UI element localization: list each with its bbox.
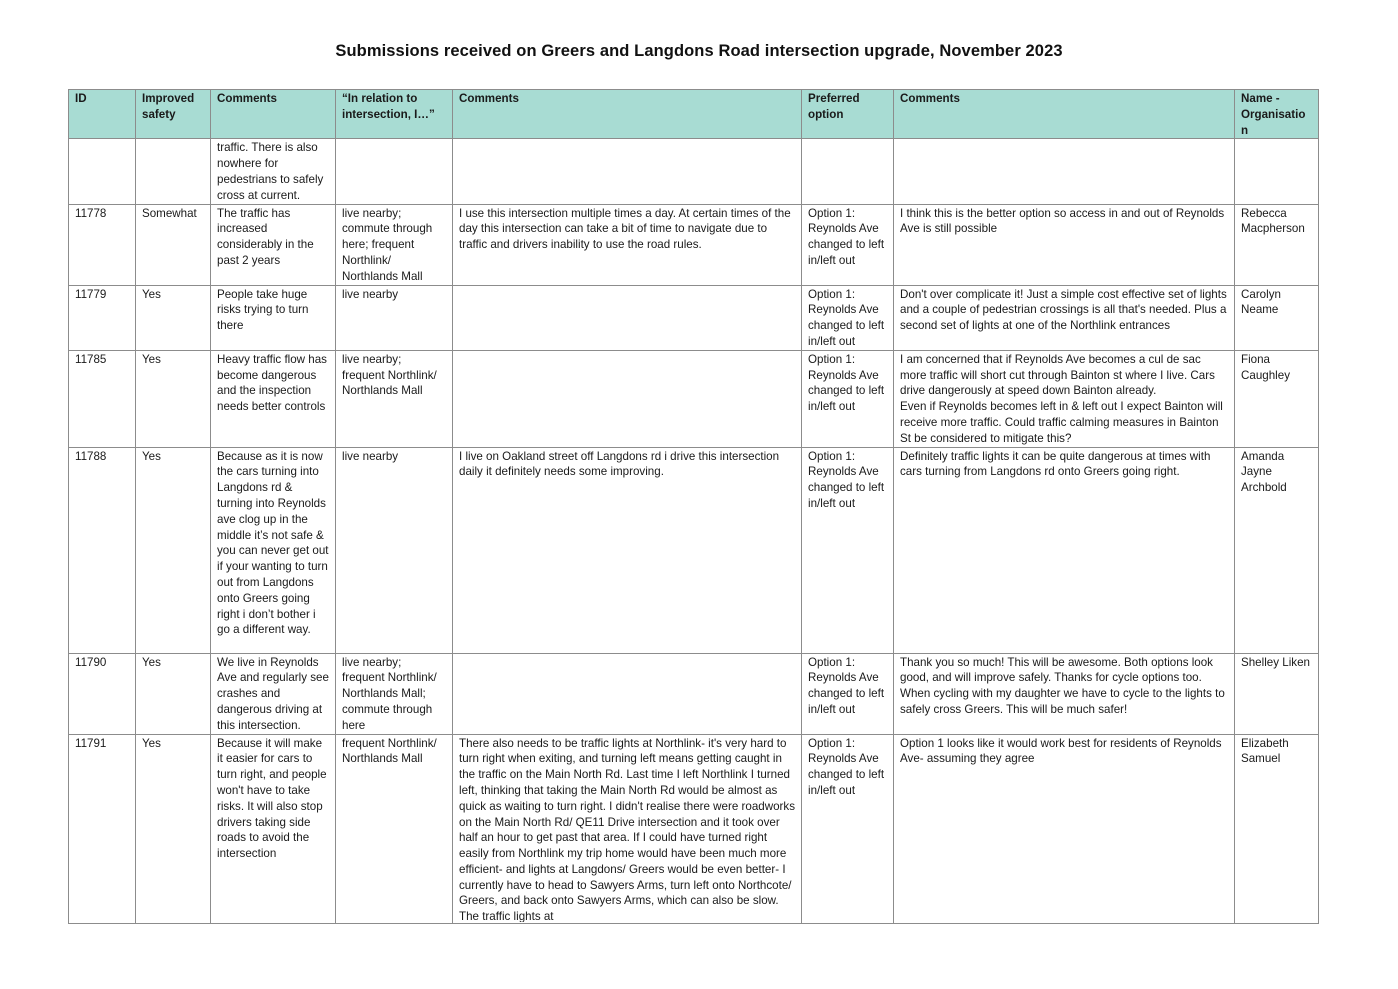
document-title: Submissions received on Greers and Langdons Road intersection upgrade, November 2023: [335, 42, 1063, 60]
cell-improved-safety: Yes: [136, 285, 211, 350]
cell-name: Carolyn Neame: [1235, 285, 1319, 350]
cell-comment: [453, 139, 802, 204]
table-row: [69, 734, 1319, 923]
cell-option-comment: Option 1 looks like it would work best for residents of Reynolds Ave- assuming they agree: [894, 734, 1235, 923]
cell-relation: live nearby: [336, 285, 453, 350]
header-relation: “In relation to intersection, I…”: [336, 90, 453, 139]
cell-relation: frequent Northlink/ Northlands Mall: [336, 734, 453, 923]
cell-comment: I use this intersection multiple times a day. At certain times of the day this intersection can take a bit of time to navigate due to traffic and drivers inability to use the road rules.: [453, 204, 802, 285]
header-name-organisation: Name - Organisation: [1235, 90, 1319, 139]
cell-id: 11779: [69, 285, 136, 350]
header-comments-general: Comments: [453, 90, 802, 139]
cell-name: Fiona Caughley: [1235, 350, 1319, 447]
cell-comment: I live on Oakland street off Langdons rd i drive this intersection daily it definitely needs some improving.: [453, 447, 802, 653]
cell-safety-comment: traffic. There is also nowhere for pedestrians to safely cross at current.: [211, 139, 336, 204]
cell-relation: live nearby; frequent Northlink/ Northlands Mall: [336, 350, 453, 447]
table-row: [69, 285, 1319, 350]
cell-id: 11788: [69, 447, 136, 653]
cell-option-comment: [894, 139, 1235, 204]
cell-preferred-option: Option 1: Reynolds Ave changed to left in/left out: [802, 350, 894, 447]
cell-improved-safety: [136, 139, 211, 204]
cell-name: Amanda Jayne Archbold: [1235, 447, 1319, 653]
cell-improved-safety: Yes: [136, 653, 211, 734]
cell-relation: live nearby; commute through here; frequent Northlink/ Northlands Mall: [336, 204, 453, 285]
cell-name: Elizabeth Samuel: [1235, 734, 1319, 923]
comment-text: There also needs to be traffic lights at Northlink- it's very hard to turn right when exiting, and turning left means getting caught in the traffic on the Main North Rd. Last time I left Northlink I turned left, thinking that taking the Main North Rd would be almost as quick as waiting to turn right. I didn't realise there were roadworks on the Main North Rd/ QE11 Drive intersection and it took over half an hour to get past that area. If I could have turned right easily from Northlink my trip home would have been much more efficient- and lights at Langdons/ Greers would be even better- I currently have to head to Sawyers Arms, turn left onto Northcote/ Greers, and back onto Sawyers Arms, which can also be slow. The traffic lights at: [459, 736, 795, 922]
cell-relation: live nearby; frequent Northlink/ Northlands Mall; commute through here: [336, 653, 453, 734]
cell-comment: [453, 350, 802, 447]
cell-comment: [453, 285, 802, 350]
cell-id: 11790: [69, 653, 136, 734]
cell-preferred-option: Option 1: Reynolds Ave changed to left in/left out: [802, 285, 894, 350]
cell-comment: [453, 734, 802, 923]
cell-comment: [453, 653, 802, 734]
submissions-table: [68, 89, 1319, 924]
cell-name: Rebecca Macpherson: [1235, 204, 1319, 285]
header-id: ID: [69, 90, 136, 139]
table-row: [69, 350, 1319, 447]
cell-improved-safety: Yes: [136, 734, 211, 923]
header-row: [69, 90, 1319, 139]
cell-relation: live nearby: [336, 447, 453, 653]
cell-id: 11791: [69, 734, 136, 923]
cell-option-comment: I think this is the better option so access in and out of Reynolds Ave is still possible: [894, 204, 1235, 285]
cell-id: 11778: [69, 204, 136, 285]
cell-option-comment: Definitely traffic lights it can be quite dangerous at times with cars turning from Langdons rd onto Greers going right.: [894, 447, 1235, 653]
cell-safety-comment: We live in Reynolds Ave and regularly see crashes and dangerous driving at this intersection.: [211, 653, 336, 734]
header-comments-option: Comments: [894, 90, 1235, 139]
cell-safety-comment: Heavy traffic flow has become dangerous and the inspection needs better controls: [211, 350, 336, 447]
cell-name: Shelley Liken: [1235, 653, 1319, 734]
cell-option-comment: Thank you so much! This will be awesome. Both options look good, and will improve safely. Thanks for cycle options too. When cycling with my daughter we have to cycle to the lights to safely cross Greers. This will be much safer!: [894, 653, 1235, 734]
cell-preferred-option: Option 1: Reynolds Ave changed to left in/left out: [802, 734, 894, 923]
cell-improved-safety: Yes: [136, 447, 211, 653]
cell-safety-comment: Because it will make it easier for cars to turn right, and people won't have to take risks. It will also stop drivers taking side roads to avoid the intersection: [211, 734, 336, 923]
table-row: [69, 204, 1319, 285]
cell-id: [69, 139, 136, 204]
cell-id: 11785: [69, 350, 136, 447]
table-row: [69, 653, 1319, 734]
cell-preferred-option: Option 1: Reynolds Ave changed to left in/left out: [802, 653, 894, 734]
cell-improved-safety: Somewhat: [136, 204, 211, 285]
cell-preferred-option: Option 1: Reynolds Ave changed to left in/left out: [802, 447, 894, 653]
table-row: [69, 447, 1319, 653]
cell-name: [1235, 139, 1319, 204]
cell-safety-comment: The traffic has increased considerably in the past 2 years: [211, 204, 336, 285]
cell-safety-comment: People take huge risks trying to turn there: [211, 285, 336, 350]
cell-improved-safety: Yes: [136, 350, 211, 447]
cell-option-comment: I am concerned that if Reynolds Ave becomes a cul de sac more traffic will short cut through Bainton st where I live. Cars drive dangerously at speed down Bainton already. Even if Reynolds becomes left in & left out I expect Bainton will receive more traffic. Could traffic calming measures in Bainton St be considered to mitigate this?: [894, 350, 1235, 447]
cell-preferred-option: Option 1: Reynolds Ave changed to left in/left out: [802, 204, 894, 285]
header-comments-safety: Comments: [211, 90, 336, 139]
cell-safety-comment: Because as it is now the cars turning into Langdons rd & turning into Reynolds ave clog up in the middle it’s not safe & you can never get out if your wanting to turn out from Langdons onto Greers going right i don’t bother i go a different way.: [211, 447, 336, 653]
table-row: [69, 139, 1319, 204]
cell-preferred-option: [802, 139, 894, 204]
header-preferred-option: Preferred option: [802, 90, 894, 139]
cell-relation: [336, 139, 453, 204]
cell-option-comment: Don't over complicate it! Just a simple cost effective set of lights and a couple of pedestrian crossings is all that's needed. Plus a second set of lights at one of the Northlink entrances: [894, 285, 1235, 350]
header-improved-safety: Improved safety: [136, 90, 211, 139]
